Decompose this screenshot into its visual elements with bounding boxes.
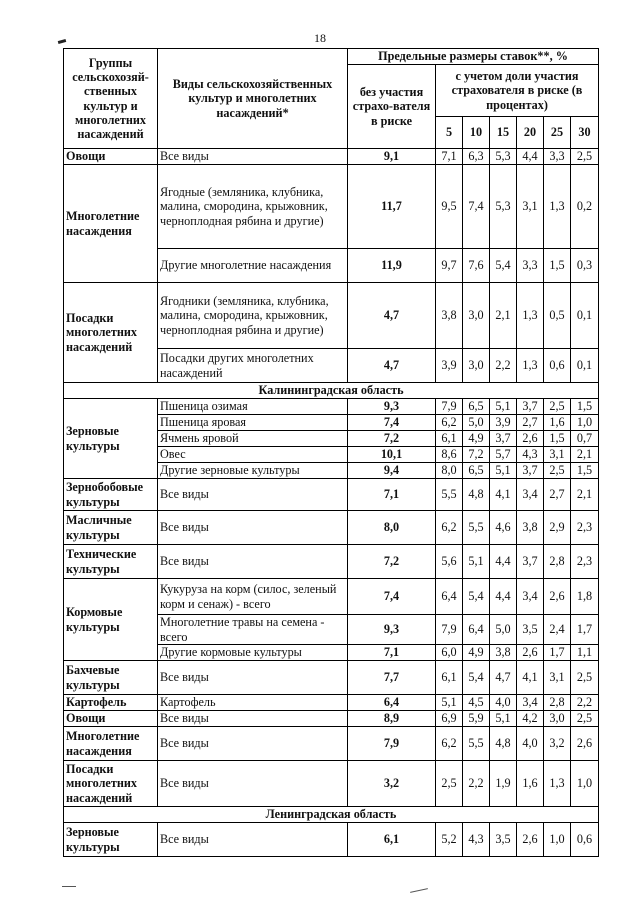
rate-cell: 3,0 bbox=[463, 349, 490, 383]
rate-cell: 2,8 bbox=[544, 545, 571, 579]
region-title: Калининградская область bbox=[64, 383, 599, 399]
rate-cell: 3,0 bbox=[463, 283, 490, 349]
rate-cell: 5,5 bbox=[463, 511, 490, 545]
rate-cell: 4,0 bbox=[490, 695, 517, 711]
rate-cell: 5,4 bbox=[463, 579, 490, 615]
kind-cell: Ягодники (земляника, клубника, малина, смородина, крыжовник, черноплодная рябина и другие) bbox=[158, 283, 348, 349]
table-row bbox=[64, 149, 599, 165]
rate-cell: 3,4 bbox=[517, 479, 544, 511]
rate-cell: 3,8 bbox=[436, 283, 463, 349]
kind-cell: Пшеница озимая bbox=[158, 399, 348, 415]
rate-cell: 7,9 bbox=[436, 399, 463, 415]
rate-cell: 2,6 bbox=[544, 579, 571, 615]
rate-cell: 5,1 bbox=[490, 711, 517, 727]
rate-cell: 3,9 bbox=[436, 349, 463, 383]
base-rate-cell: 7,4 bbox=[348, 579, 436, 615]
rate-cell: 0,2 bbox=[571, 165, 599, 249]
rate-cell: 2,6 bbox=[517, 645, 544, 661]
table-row bbox=[64, 165, 599, 249]
rate-cell: 4,4 bbox=[517, 149, 544, 165]
base-rate-cell: 7,2 bbox=[348, 431, 436, 447]
rate-cell: 5,1 bbox=[463, 545, 490, 579]
rate-cell: 1,0 bbox=[544, 823, 571, 857]
base-rate-cell: 11,9 bbox=[348, 249, 436, 283]
header-with-share: с учетом доли участия страхователя в риске (в процентах) bbox=[436, 65, 599, 117]
rate-cell: 5,4 bbox=[490, 249, 517, 283]
rate-cell: 2,3 bbox=[571, 545, 599, 579]
table-row bbox=[64, 661, 599, 695]
kind-cell: Все виды bbox=[158, 511, 348, 545]
group-cell: Зерновые культуры bbox=[64, 399, 158, 479]
scan-mark bbox=[62, 886, 76, 887]
rate-cell: 2,5 bbox=[436, 761, 463, 807]
header-limits: Предельные размеры ставок**, % bbox=[348, 49, 599, 65]
rate-cell: 4,4 bbox=[490, 579, 517, 615]
group-cell: Картофель bbox=[64, 695, 158, 711]
base-rate-cell: 7,9 bbox=[348, 727, 436, 761]
base-rate-cell: 7,2 bbox=[348, 545, 436, 579]
group-cell: Овощи bbox=[64, 149, 158, 165]
rate-cell: 3,1 bbox=[544, 661, 571, 695]
group-cell: Овощи bbox=[64, 711, 158, 727]
group-cell: Технические культуры bbox=[64, 545, 158, 579]
kind-cell: Все виды bbox=[158, 823, 348, 857]
kind-cell: Все виды bbox=[158, 727, 348, 761]
kind-cell: Все виды bbox=[158, 711, 348, 727]
kind-cell: Картофель bbox=[158, 695, 348, 711]
rate-cell: 2,5 bbox=[571, 149, 599, 165]
rate-cell: 2,4 bbox=[544, 615, 571, 645]
table-row bbox=[64, 727, 599, 761]
rate-cell: 6,2 bbox=[436, 415, 463, 431]
rate-cell: 4,0 bbox=[517, 727, 544, 761]
insurance-rates-table bbox=[63, 48, 599, 857]
kind-cell: Другие кормовые культуры bbox=[158, 645, 348, 661]
rate-cell: 5,3 bbox=[490, 165, 517, 249]
group-cell: Масличные культуры bbox=[64, 511, 158, 545]
rate-cell: 6,4 bbox=[436, 579, 463, 615]
rate-cell: 3,8 bbox=[517, 511, 544, 545]
rate-cell: 4,9 bbox=[463, 431, 490, 447]
kind-cell: Посадки других многолетних насаждений bbox=[158, 349, 348, 383]
rate-cell: 3,5 bbox=[490, 823, 517, 857]
rate-cell: 1,7 bbox=[544, 645, 571, 661]
rate-cell: 4,4 bbox=[490, 545, 517, 579]
rate-cell: 2,1 bbox=[490, 283, 517, 349]
rate-cell: 6,0 bbox=[436, 645, 463, 661]
kind-cell: Все виды bbox=[158, 479, 348, 511]
kind-cell: Другие многолетние насаждения bbox=[158, 249, 348, 283]
rate-cell: 6,5 bbox=[463, 399, 490, 415]
rate-cell: 3,1 bbox=[517, 165, 544, 249]
header-share-10: 10 bbox=[463, 117, 490, 149]
kind-cell: Овес bbox=[158, 447, 348, 463]
rate-cell: 2,8 bbox=[544, 695, 571, 711]
rate-cell: 3,3 bbox=[544, 149, 571, 165]
rate-cell: 4,1 bbox=[490, 479, 517, 511]
rate-cell: 3,7 bbox=[490, 431, 517, 447]
rate-cell: 1,1 bbox=[571, 645, 599, 661]
rate-cell: 3,5 bbox=[517, 615, 544, 645]
header-groups: Группы сельскохозяй-ственных культур и многолетних насаждений bbox=[64, 49, 158, 149]
table-row bbox=[64, 761, 599, 807]
rate-cell: 0,6 bbox=[544, 349, 571, 383]
rate-cell: 1,3 bbox=[544, 165, 571, 249]
kind-cell: Ячмень яровой bbox=[158, 431, 348, 447]
kind-cell: Все виды bbox=[158, 149, 348, 165]
group-cell: Многолетние насаждения bbox=[64, 165, 158, 283]
base-rate-cell: 6,4 bbox=[348, 695, 436, 711]
rate-cell: 3,8 bbox=[490, 645, 517, 661]
rate-cell: 1,0 bbox=[571, 761, 599, 807]
rate-cell: 1,6 bbox=[517, 761, 544, 807]
region-row bbox=[64, 807, 599, 823]
region-title: Ленинградская область bbox=[64, 807, 599, 823]
kind-cell: Другие зерновые культуры bbox=[158, 463, 348, 479]
rate-cell: 6,5 bbox=[463, 463, 490, 479]
rate-cell: 5,5 bbox=[463, 727, 490, 761]
rate-cell: 2,2 bbox=[490, 349, 517, 383]
rate-cell: 1,3 bbox=[517, 349, 544, 383]
table-row bbox=[64, 823, 599, 857]
table-row bbox=[64, 511, 599, 545]
rate-cell: 3,4 bbox=[517, 695, 544, 711]
rate-cell: 3,9 bbox=[490, 415, 517, 431]
rate-cell: 4,5 bbox=[463, 695, 490, 711]
base-rate-cell: 7,7 bbox=[348, 661, 436, 695]
kind-cell: Ягодные (земляника, клубника, малина, смородина, крыжовник, черноплодная рябина и другие) bbox=[158, 165, 348, 249]
rate-cell: 1,0 bbox=[571, 415, 599, 431]
kind-cell: Все виды bbox=[158, 545, 348, 579]
rate-cell: 2,3 bbox=[571, 511, 599, 545]
rate-cell: 1,5 bbox=[544, 431, 571, 447]
rate-cell: 8,6 bbox=[436, 447, 463, 463]
rate-cell: 1,5 bbox=[571, 399, 599, 415]
group-cell: Зерновые культуры bbox=[64, 823, 158, 857]
rate-cell: 1,5 bbox=[571, 463, 599, 479]
base-rate-cell: 3,2 bbox=[348, 761, 436, 807]
base-rate-cell: 9,3 bbox=[348, 615, 436, 645]
kind-cell: Пшеница яровая bbox=[158, 415, 348, 431]
rate-cell: 6,2 bbox=[436, 727, 463, 761]
rate-cell: 5,1 bbox=[490, 399, 517, 415]
base-rate-cell: 7,1 bbox=[348, 479, 436, 511]
rate-cell: 4,7 bbox=[490, 661, 517, 695]
rate-cell: 7,6 bbox=[463, 249, 490, 283]
rate-cell: 0,1 bbox=[571, 349, 599, 383]
rate-cell: 5,2 bbox=[436, 823, 463, 857]
rate-cell: 2,6 bbox=[517, 823, 544, 857]
header-share-20: 20 bbox=[517, 117, 544, 149]
rate-cell: 1,9 bbox=[490, 761, 517, 807]
region-row bbox=[64, 383, 599, 399]
table-row bbox=[64, 711, 599, 727]
table-row bbox=[64, 545, 599, 579]
rate-cell: 5,7 bbox=[490, 447, 517, 463]
rate-cell: 2,5 bbox=[544, 463, 571, 479]
base-rate-cell: 9,1 bbox=[348, 149, 436, 165]
rate-cell: 6,9 bbox=[436, 711, 463, 727]
kind-cell: Все виды bbox=[158, 761, 348, 807]
rate-cell: 7,4 bbox=[463, 165, 490, 249]
kind-cell: Кукуруза на корм (силос, зеленый корм и сенаж) - всего bbox=[158, 579, 348, 615]
rate-cell: 1,3 bbox=[544, 761, 571, 807]
base-rate-cell: 9,4 bbox=[348, 463, 436, 479]
table-row bbox=[64, 579, 599, 615]
rate-cell: 7,2 bbox=[463, 447, 490, 463]
rate-cell: 9,5 bbox=[436, 165, 463, 249]
rate-cell: 0,5 bbox=[544, 283, 571, 349]
rate-cell: 7,9 bbox=[436, 615, 463, 645]
rate-cell: 0,7 bbox=[571, 431, 599, 447]
rate-cell: 4,6 bbox=[490, 511, 517, 545]
rate-cell: 3,7 bbox=[517, 545, 544, 579]
rate-cell: 4,3 bbox=[463, 823, 490, 857]
group-cell: Посадки многолетних насаждений bbox=[64, 761, 158, 807]
base-rate-cell: 7,4 bbox=[348, 415, 436, 431]
base-rate-cell: 8,9 bbox=[348, 711, 436, 727]
rate-cell: 2,2 bbox=[463, 761, 490, 807]
rate-cell: 2,5 bbox=[544, 399, 571, 415]
rate-cell: 6,1 bbox=[436, 661, 463, 695]
rate-cell: 5,1 bbox=[436, 695, 463, 711]
group-cell: Бахчевые культуры bbox=[64, 661, 158, 695]
table-row bbox=[64, 479, 599, 511]
rate-cell: 2,9 bbox=[544, 511, 571, 545]
rate-cell: 2,6 bbox=[517, 431, 544, 447]
rate-cell: 7,1 bbox=[436, 149, 463, 165]
rate-cell: 0,1 bbox=[571, 283, 599, 349]
rate-cell: 4,2 bbox=[517, 711, 544, 727]
rate-cell: 3,0 bbox=[544, 711, 571, 727]
base-rate-cell: 7,1 bbox=[348, 645, 436, 661]
header-share-25: 25 bbox=[544, 117, 571, 149]
rate-cell: 3,7 bbox=[517, 399, 544, 415]
rate-cell: 3,2 bbox=[544, 727, 571, 761]
header-without-participation: без участия страхо-вателя в риске bbox=[348, 65, 436, 149]
rate-cell: 2,5 bbox=[571, 661, 599, 695]
base-rate-cell: 11,7 bbox=[348, 165, 436, 249]
rate-cell: 5,3 bbox=[490, 149, 517, 165]
rate-cell: 5,6 bbox=[436, 545, 463, 579]
base-rate-cell: 9,3 bbox=[348, 399, 436, 415]
rate-cell: 0,6 bbox=[571, 823, 599, 857]
base-rate-cell: 8,0 bbox=[348, 511, 436, 545]
rate-cell: 2,2 bbox=[571, 695, 599, 711]
rate-cell: 3,4 bbox=[517, 579, 544, 615]
rate-cell: 1,3 bbox=[517, 283, 544, 349]
table-row bbox=[64, 399, 599, 415]
base-rate-cell: 10,1 bbox=[348, 447, 436, 463]
rate-cell: 2,6 bbox=[571, 727, 599, 761]
kind-cell: Все виды bbox=[158, 661, 348, 695]
rate-cell: 2,1 bbox=[571, 447, 599, 463]
rate-cell: 4,9 bbox=[463, 645, 490, 661]
rate-cell: 6,4 bbox=[463, 615, 490, 645]
rate-cell: 3,3 bbox=[517, 249, 544, 283]
rate-cell: 1,6 bbox=[544, 415, 571, 431]
rate-cell: 1,7 bbox=[571, 615, 599, 645]
rate-cell: 5,5 bbox=[436, 479, 463, 511]
rate-cell: 2,1 bbox=[571, 479, 599, 511]
rate-cell: 5,9 bbox=[463, 711, 490, 727]
header-share-5: 5 bbox=[436, 117, 463, 149]
header-kinds: Виды сельскохозяйственных культур и многолетних насаждений* bbox=[158, 49, 348, 149]
rate-cell: 2,7 bbox=[517, 415, 544, 431]
header-share-15: 15 bbox=[490, 117, 517, 149]
header-share-30: 30 bbox=[571, 117, 599, 149]
base-rate-cell: 4,7 bbox=[348, 349, 436, 383]
rate-cell: 4,3 bbox=[517, 447, 544, 463]
rate-cell: 0,3 bbox=[571, 249, 599, 283]
rate-cell: 8,0 bbox=[436, 463, 463, 479]
rate-cell: 5,0 bbox=[490, 615, 517, 645]
table-row bbox=[64, 695, 599, 711]
base-rate-cell: 4,7 bbox=[348, 283, 436, 349]
rate-cell: 5,0 bbox=[463, 415, 490, 431]
rate-cell: 4,8 bbox=[463, 479, 490, 511]
rate-cell: 1,8 bbox=[571, 579, 599, 615]
rate-cell: 3,7 bbox=[517, 463, 544, 479]
group-cell: Зернобобовые культуры bbox=[64, 479, 158, 511]
rate-cell: 6,2 bbox=[436, 511, 463, 545]
rate-cell: 2,7 bbox=[544, 479, 571, 511]
kind-cell: Многолетние травы на семена - всего bbox=[158, 615, 348, 645]
rate-cell: 6,1 bbox=[436, 431, 463, 447]
rate-cell: 4,1 bbox=[517, 661, 544, 695]
group-cell: Кормовые культуры bbox=[64, 579, 158, 661]
rate-cell: 4,8 bbox=[490, 727, 517, 761]
group-cell: Многолетние насаждения bbox=[64, 727, 158, 761]
page-number: 18 bbox=[314, 31, 326, 45]
table-row bbox=[64, 283, 599, 349]
rate-cell: 5,4 bbox=[463, 661, 490, 695]
rate-cell: 6,3 bbox=[463, 149, 490, 165]
rate-cell: 5,1 bbox=[490, 463, 517, 479]
group-cell: Посадки многолетних насаждений bbox=[64, 283, 158, 383]
base-rate-cell: 6,1 bbox=[348, 823, 436, 857]
rate-cell: 9,7 bbox=[436, 249, 463, 283]
scan-mark bbox=[410, 888, 428, 893]
rate-cell: 3,1 bbox=[544, 447, 571, 463]
rate-cell: 1,5 bbox=[544, 249, 571, 283]
rate-cell: 2,5 bbox=[571, 711, 599, 727]
